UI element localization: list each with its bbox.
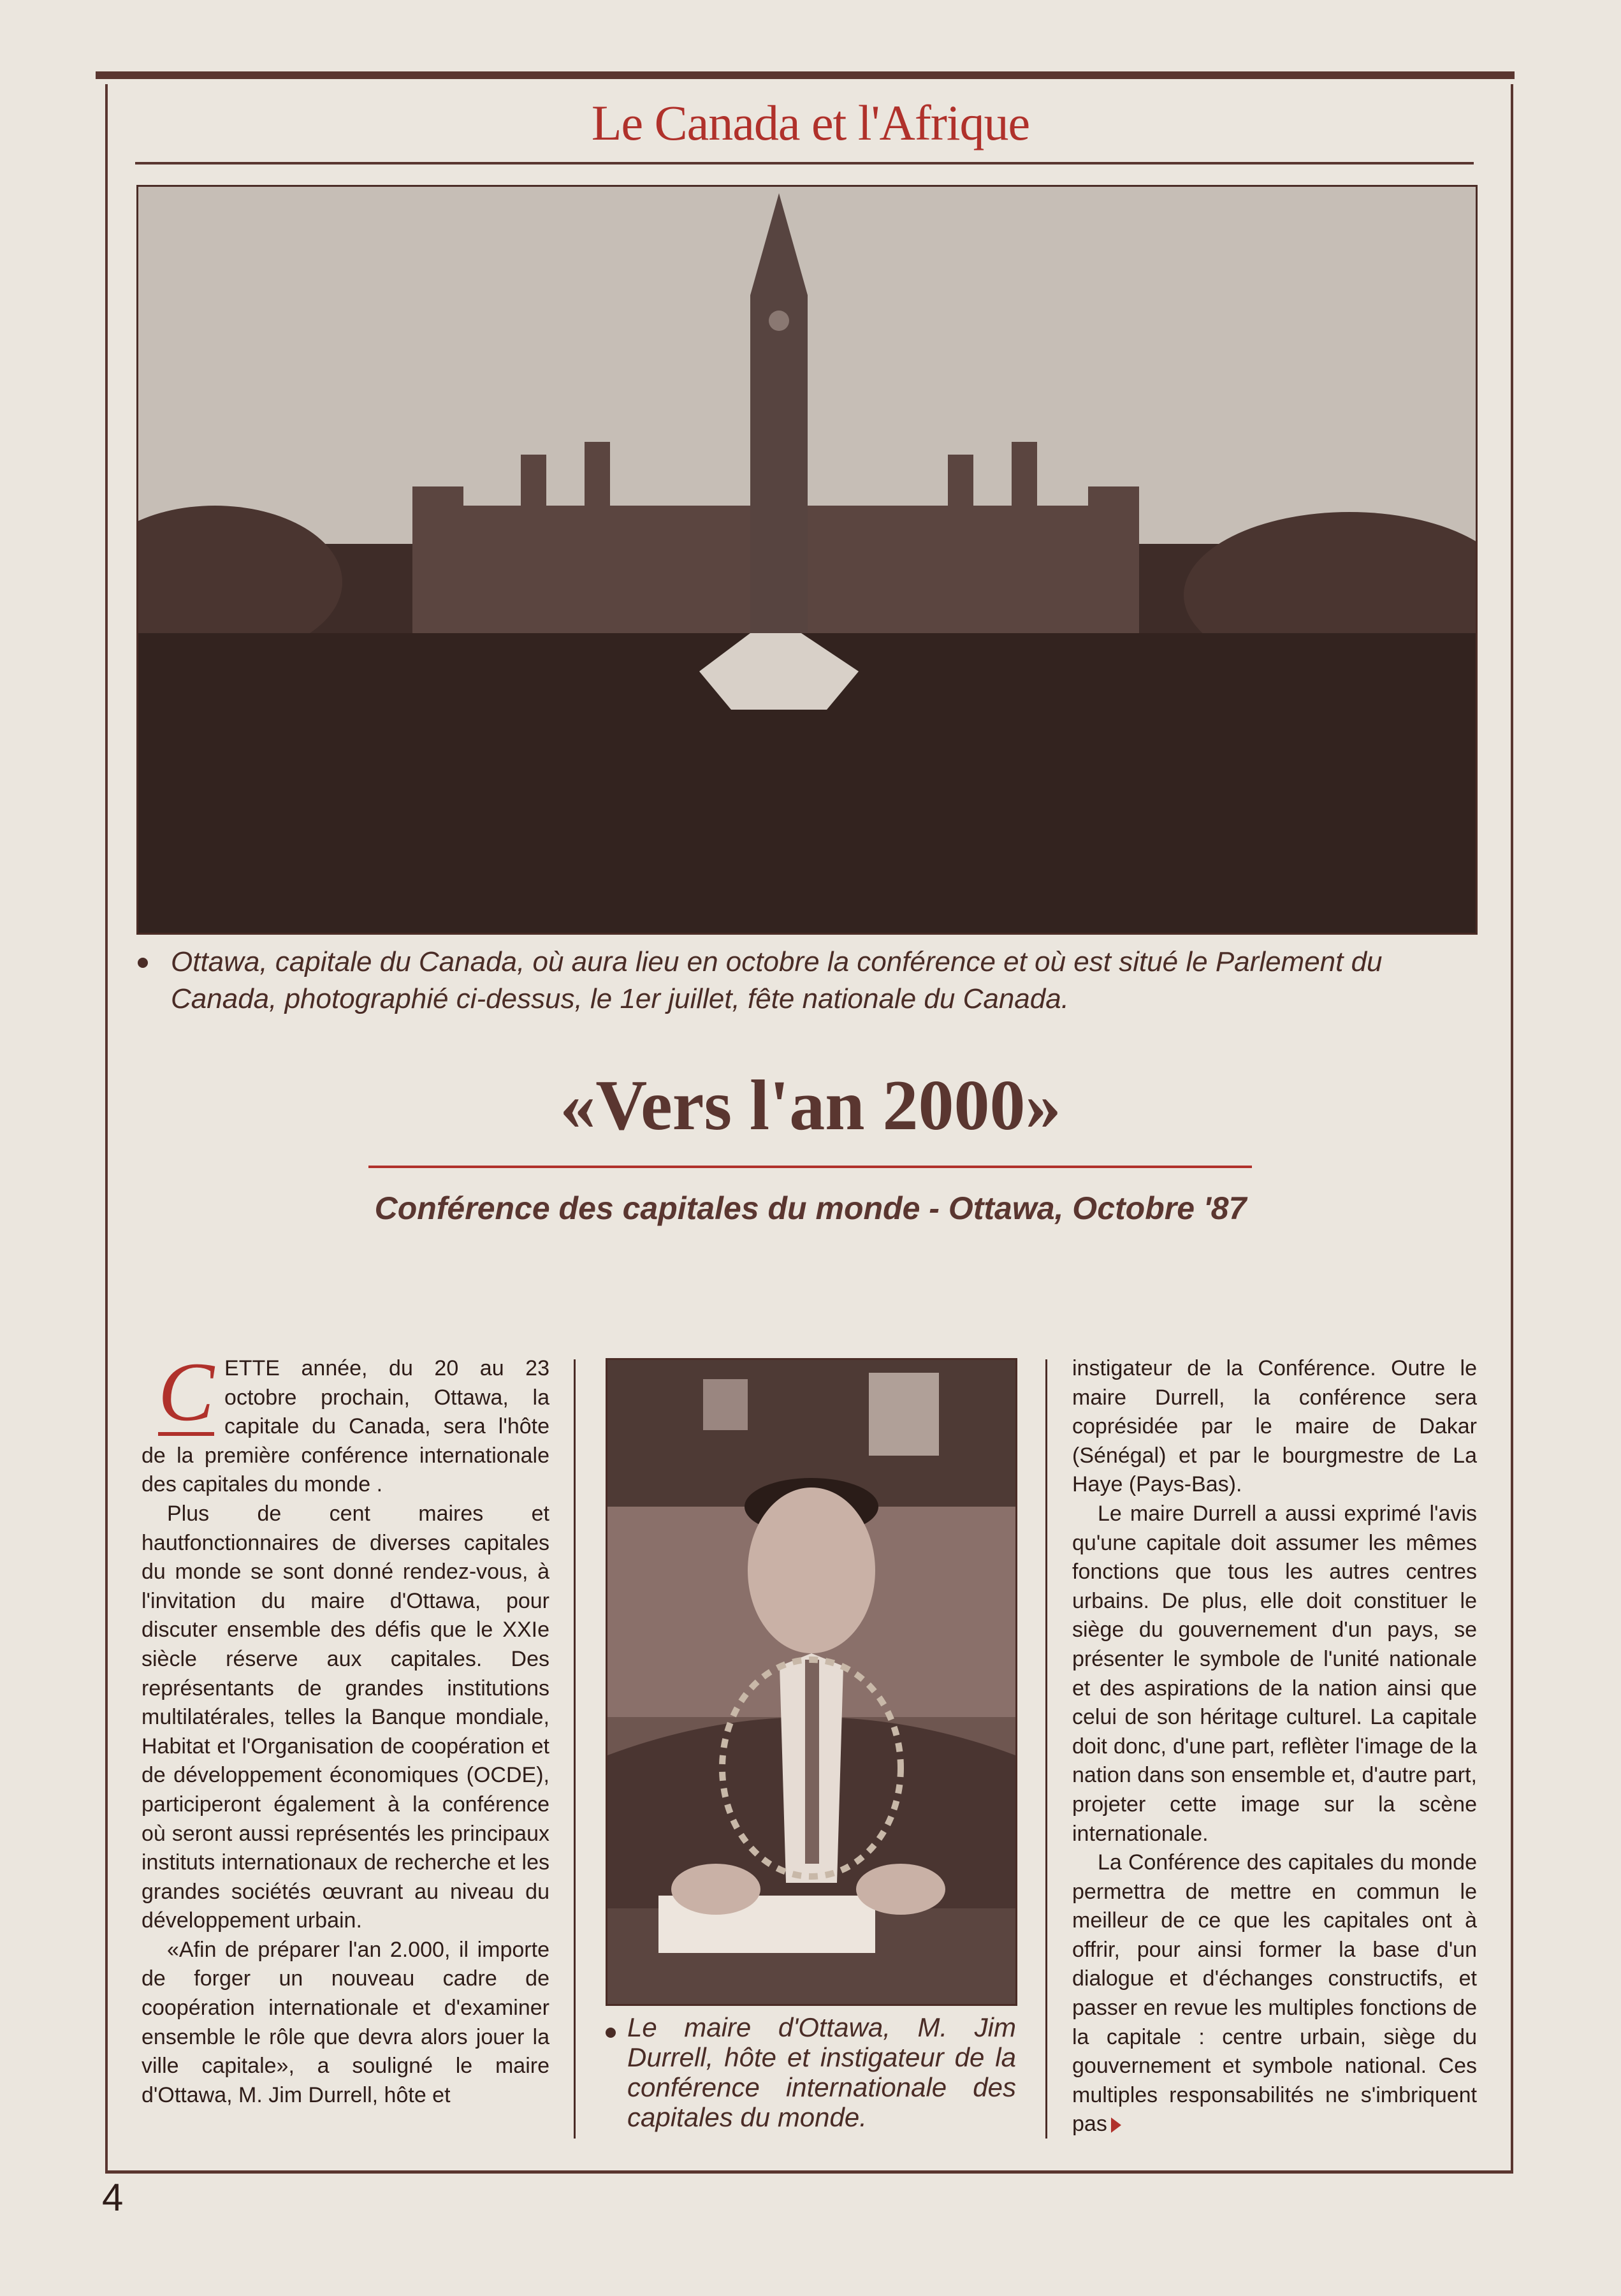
top-rule [96, 71, 1515, 79]
paragraph-text: ETTE année, du 20 au 23 octobre prochain, Ottawa, la capitale du Canada, sera l'hôte de la première conférence internationale des capitales du monde . [142, 1356, 549, 1497]
continue-arrow-icon [1111, 2117, 1121, 2133]
page-number: 4 [102, 2176, 124, 2219]
bullet-icon [138, 958, 148, 968]
drop-cap: C [158, 1345, 215, 1438]
parliament-photo [136, 185, 1478, 935]
article-column-3 [1072, 1354, 1477, 2139]
paragraph: instigateur de la Conférence. Outre le maire Durrell, la conférence sera coprésidée par le maire de Dakar (Sénégal) et par le bourgmestre de La Haye (Pays-Bas). [1072, 1356, 1477, 1497]
photo-caption: Ottawa, capitale du Canada, où aura lieu en octobre la conférence et où est situé le Parlement du Canada, photographié ci-dessus, le 1er juillet, fête nationale du Canada. [171, 946, 1383, 1014]
mayor-photo [606, 1358, 1017, 2006]
title-rule [368, 1166, 1252, 1168]
paragraph [142, 1345, 549, 1500]
paragraph: Le maire Durrell a aussi exprimé l'avis qu'une capitale doit assumer les mêmes fonctions que tous les autres centres urbains. De plus, elle doit constituer le siège du gouvernement d'un pays, se présenter le symbole de l'unité nationale et des aspirations de la nation ainsi que celui de son héritage culturel. La capitale doit donc, d'une part, reflèter l'image de la nation dans son ensemble et, d'autre part, projeter cette image sur la scène internationale. [1072, 1501, 1477, 1846]
paragraph [1072, 1848, 1477, 2139]
parliament-illustration [138, 187, 1476, 933]
article-column-1 [142, 1345, 549, 2110]
paragraph: «Afin de préparer l'an 2.000, il importe de forger un nouveau cadre de coopération internationale et d'examiner ensemble le rôle que devra alors jouer la ville capitale», a souligné le maire d'Ottawa, M. Jim Durrell, hôte et [142, 1937, 549, 2107]
column-divider [574, 1359, 576, 2139]
bottom-border [105, 2170, 1513, 2174]
article-title: «Vers l'an 2000» [560, 1066, 1061, 1145]
mayor-photo-caption: Le maire d'Ottawa, M. Jim Durrell, hôte et instigateur de la conférence internationale des capitales du monde. [627, 2012, 1016, 2132]
bullet-icon [606, 2028, 616, 2038]
mayor-illustration [607, 1360, 1015, 2004]
paragraph: Plus de cent maires et hautfonctionnaires de diverses capitales du monde se sont donné rendez-vous, à l'invitation du maire d'Ottawa, pour discuter ensemble des défis que le XXIe siècle réserve aux capitales. Des représentants de grandes institutions multilatérales, telles la Banque mondiale, Habitat et l'Organisation de coopération et de développement économiques (OCDE), participeront également à la conférence où seront aussi représentés les principaux instituts internationaux de recherche et les grandes sociétés œuvrant au niveau du développement urbain. [142, 1501, 549, 1933]
paragraph-text: La Conférence des capitales du monde permettra de mettre en commun le meilleur de ce que les capitales ont à offrir, pour ainsi former la base d'un dialogue et d'échanges constructifs, et passer en revue les multiples fonctions de la capitale : centre urbain, siège du gouvernement et symbole national. Ces multiples responsabilités ne s'imbriquent pas [1072, 1850, 1477, 2137]
section-header: Le Canada et l'Afrique [591, 95, 1030, 150]
column-divider [1045, 1359, 1047, 2139]
article-subtitle: Conférence des capitales du monde - Ottawa, Octobre '87 [374, 1190, 1247, 1226]
header-rule [135, 162, 1474, 165]
